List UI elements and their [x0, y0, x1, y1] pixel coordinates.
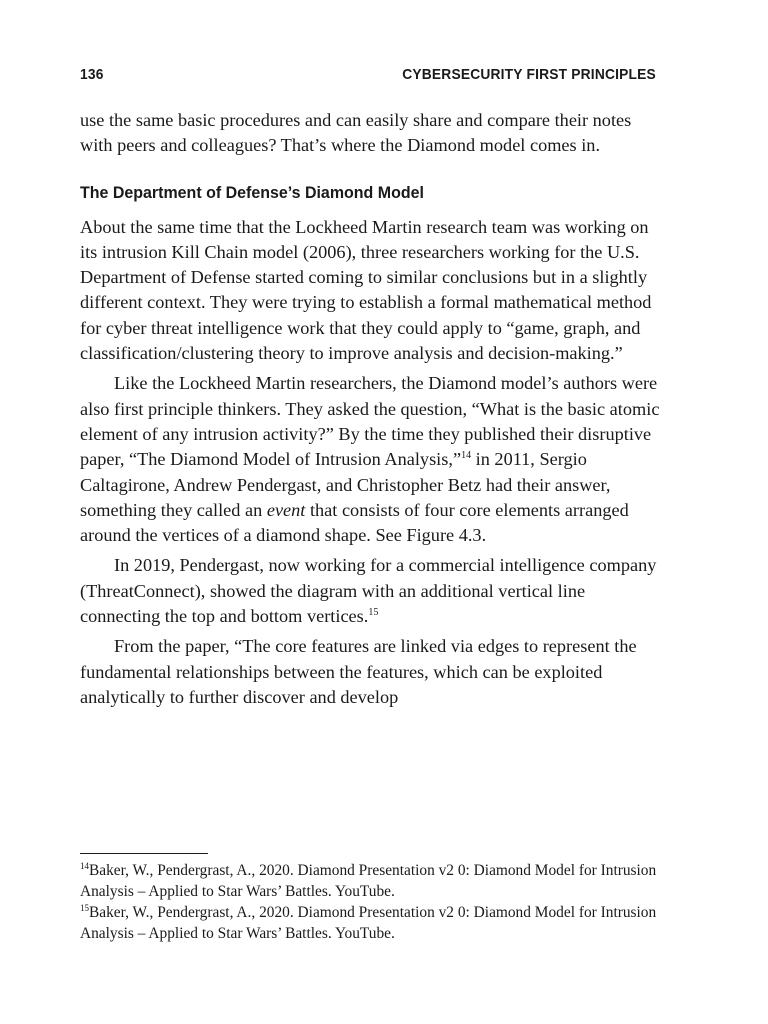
footnote-14 [80, 860, 664, 902]
paragraph-first-principles: Like the Lockheed Martin researchers, the Diamond model’s authors were also first principle thinkers. They asked the question, “What is the basic atomic element of any intrusion activity?” By the time they published their disruptive paper, “The Diamond Model of Intrusion Analysis,”$^{14}$ in 2011, Sergio Caltagirone, Andrew Pendergast, and Christopher Betz had their answer, something they called an event that consists of four core elements arranged around the vertices of a diamond shape. See Figure 4.3. [80, 373, 660, 546]
footnote-divider [80, 853, 208, 854]
footnote-15 [80, 902, 664, 944]
footnote-number: 14 [80, 861, 89, 871]
running-head [80, 66, 656, 90]
paragraph-core-features: From the paper, “The core features are linked via edges to represent the fundamental relationships between the features, which can be exploited analytically to further discover and develop [80, 636, 637, 707]
section-heading: The Department of Defense’s Diamond Model [80, 182, 424, 202]
body-text [80, 108, 662, 710]
paragraph-threatconnect: In 2019, Pendergast, now working for a commercial intelligence company (ThreatConnect), showed the diagram with an additional vertical line connecting the top and bottom vertices.$^{15}$ [80, 555, 657, 627]
book-title: CYBERSECURITY FIRST PRINCIPLES [402, 66, 656, 83]
footnote-number: 15 [80, 903, 89, 913]
emphasis-event: event [266, 499, 306, 520]
footnote-ref-15[interactable]: 15 [368, 607, 379, 619]
footnotes [80, 853, 664, 944]
paragraph-continued: use the same basic procedures and can easily share and compare their notes with peers and colleagues? That’s where the Diamond model comes in. [80, 110, 632, 156]
footnote-text: Baker, W., Pendergrast, A., 2020. Diamond Presentation v2 0: Diamond Model for Intrusion Analysis – Applied to Star Wars’ Battles. YouTube. [80, 862, 657, 900]
paragraph-diamond-origin: About the same time that the Lockheed Martin research team was working on its intrusion Kill Chain model (2006), three researchers working for the U.S. Department of Defense started coming to similar conclusions but in a slightly different context. They were trying to establish a formal mathematical method for cyber threat intelligence work that they could apply to “game, graph, and classification/clustering theory to improve analysis and decision-making.” [80, 216, 652, 364]
footnote-ref-14[interactable]: 14 [461, 450, 472, 462]
page-number: 136 [80, 66, 104, 83]
footnote-text: Baker, W., Pendergrast, A., 2020. Diamond Presentation v2 0: Diamond Model for Intrusion Analysis – Applied to Star Wars’ Battles. YouTube. [80, 904, 657, 942]
